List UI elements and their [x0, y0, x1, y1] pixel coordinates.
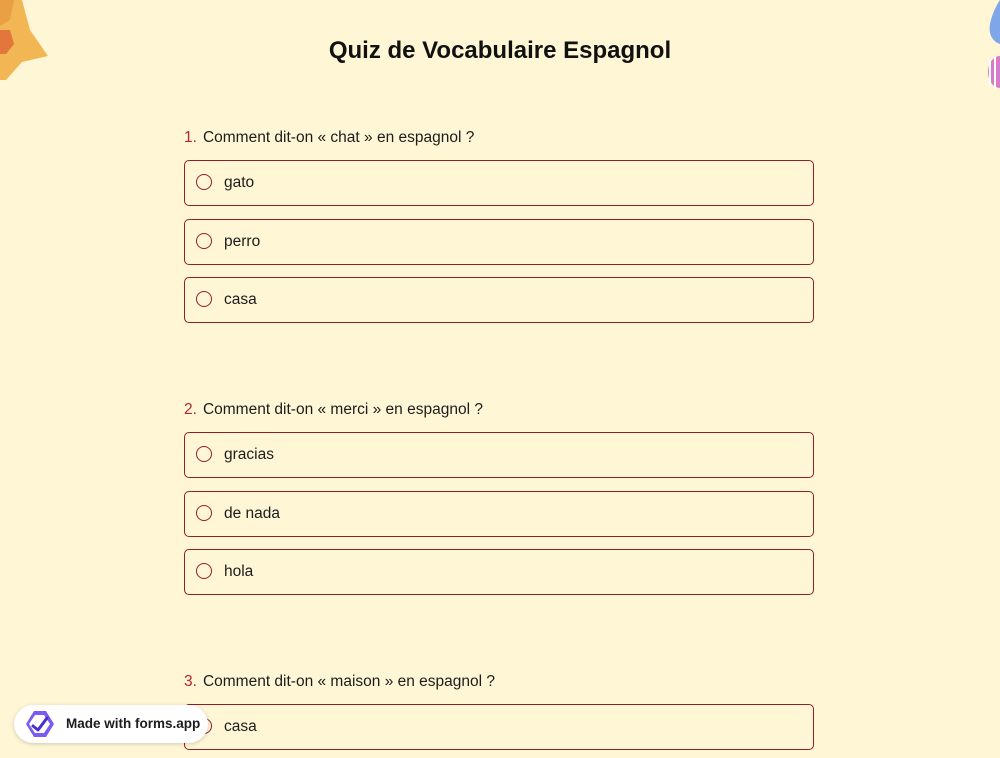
radio-button-icon[interactable]: [196, 446, 212, 462]
question-text: Comment dit-on « chat » en espagnol ?: [202, 129, 475, 146]
option-label: gato: [224, 174, 255, 191]
made-with-forms-app-badge[interactable]: [14, 705, 208, 743]
forms-app-logo-icon: [24, 709, 56, 739]
option-label: hola: [224, 563, 254, 580]
radio-button-icon[interactable]: [196, 233, 212, 249]
question-label: [184, 127, 816, 149]
option-label: gracias: [224, 446, 274, 463]
option-label: casa: [224, 291, 257, 308]
question-number: 3.: [184, 673, 197, 690]
question-text: Comment dit-on « maison » en espagnol ?: [202, 673, 496, 690]
option-hola[interactable]: [184, 549, 814, 595]
radio-button-icon[interactable]: [196, 174, 212, 190]
option-label: perro: [224, 233, 261, 250]
option-de-nada[interactable]: [184, 491, 814, 537]
radio-button-icon[interactable]: [196, 505, 212, 521]
option-casa[interactable]: [184, 277, 814, 323]
option-label: de nada: [224, 505, 281, 522]
question-text: Comment dit-on « merci » en espagnol ?: [202, 401, 483, 418]
option-label: casa: [224, 718, 257, 735]
radio-button-icon[interactable]: [196, 291, 212, 307]
page-title: Quiz de Vocabulaire Espagnol: [328, 37, 672, 64]
radio-button-icon[interactable]: [196, 563, 212, 579]
option-gracias[interactable]: [184, 432, 814, 478]
question-number: 2.: [184, 401, 197, 418]
option-casa[interactable]: [184, 704, 814, 750]
option-perro[interactable]: [184, 219, 814, 265]
question-label: [184, 399, 816, 421]
option-gato[interactable]: [184, 160, 814, 206]
question-2: [184, 399, 816, 580]
question-1: [184, 127, 816, 308]
question-3: [184, 671, 816, 735]
question-number: 1.: [184, 129, 197, 146]
question-label: [184, 671, 816, 693]
badge-label: Made with forms.app: [66, 716, 201, 731]
